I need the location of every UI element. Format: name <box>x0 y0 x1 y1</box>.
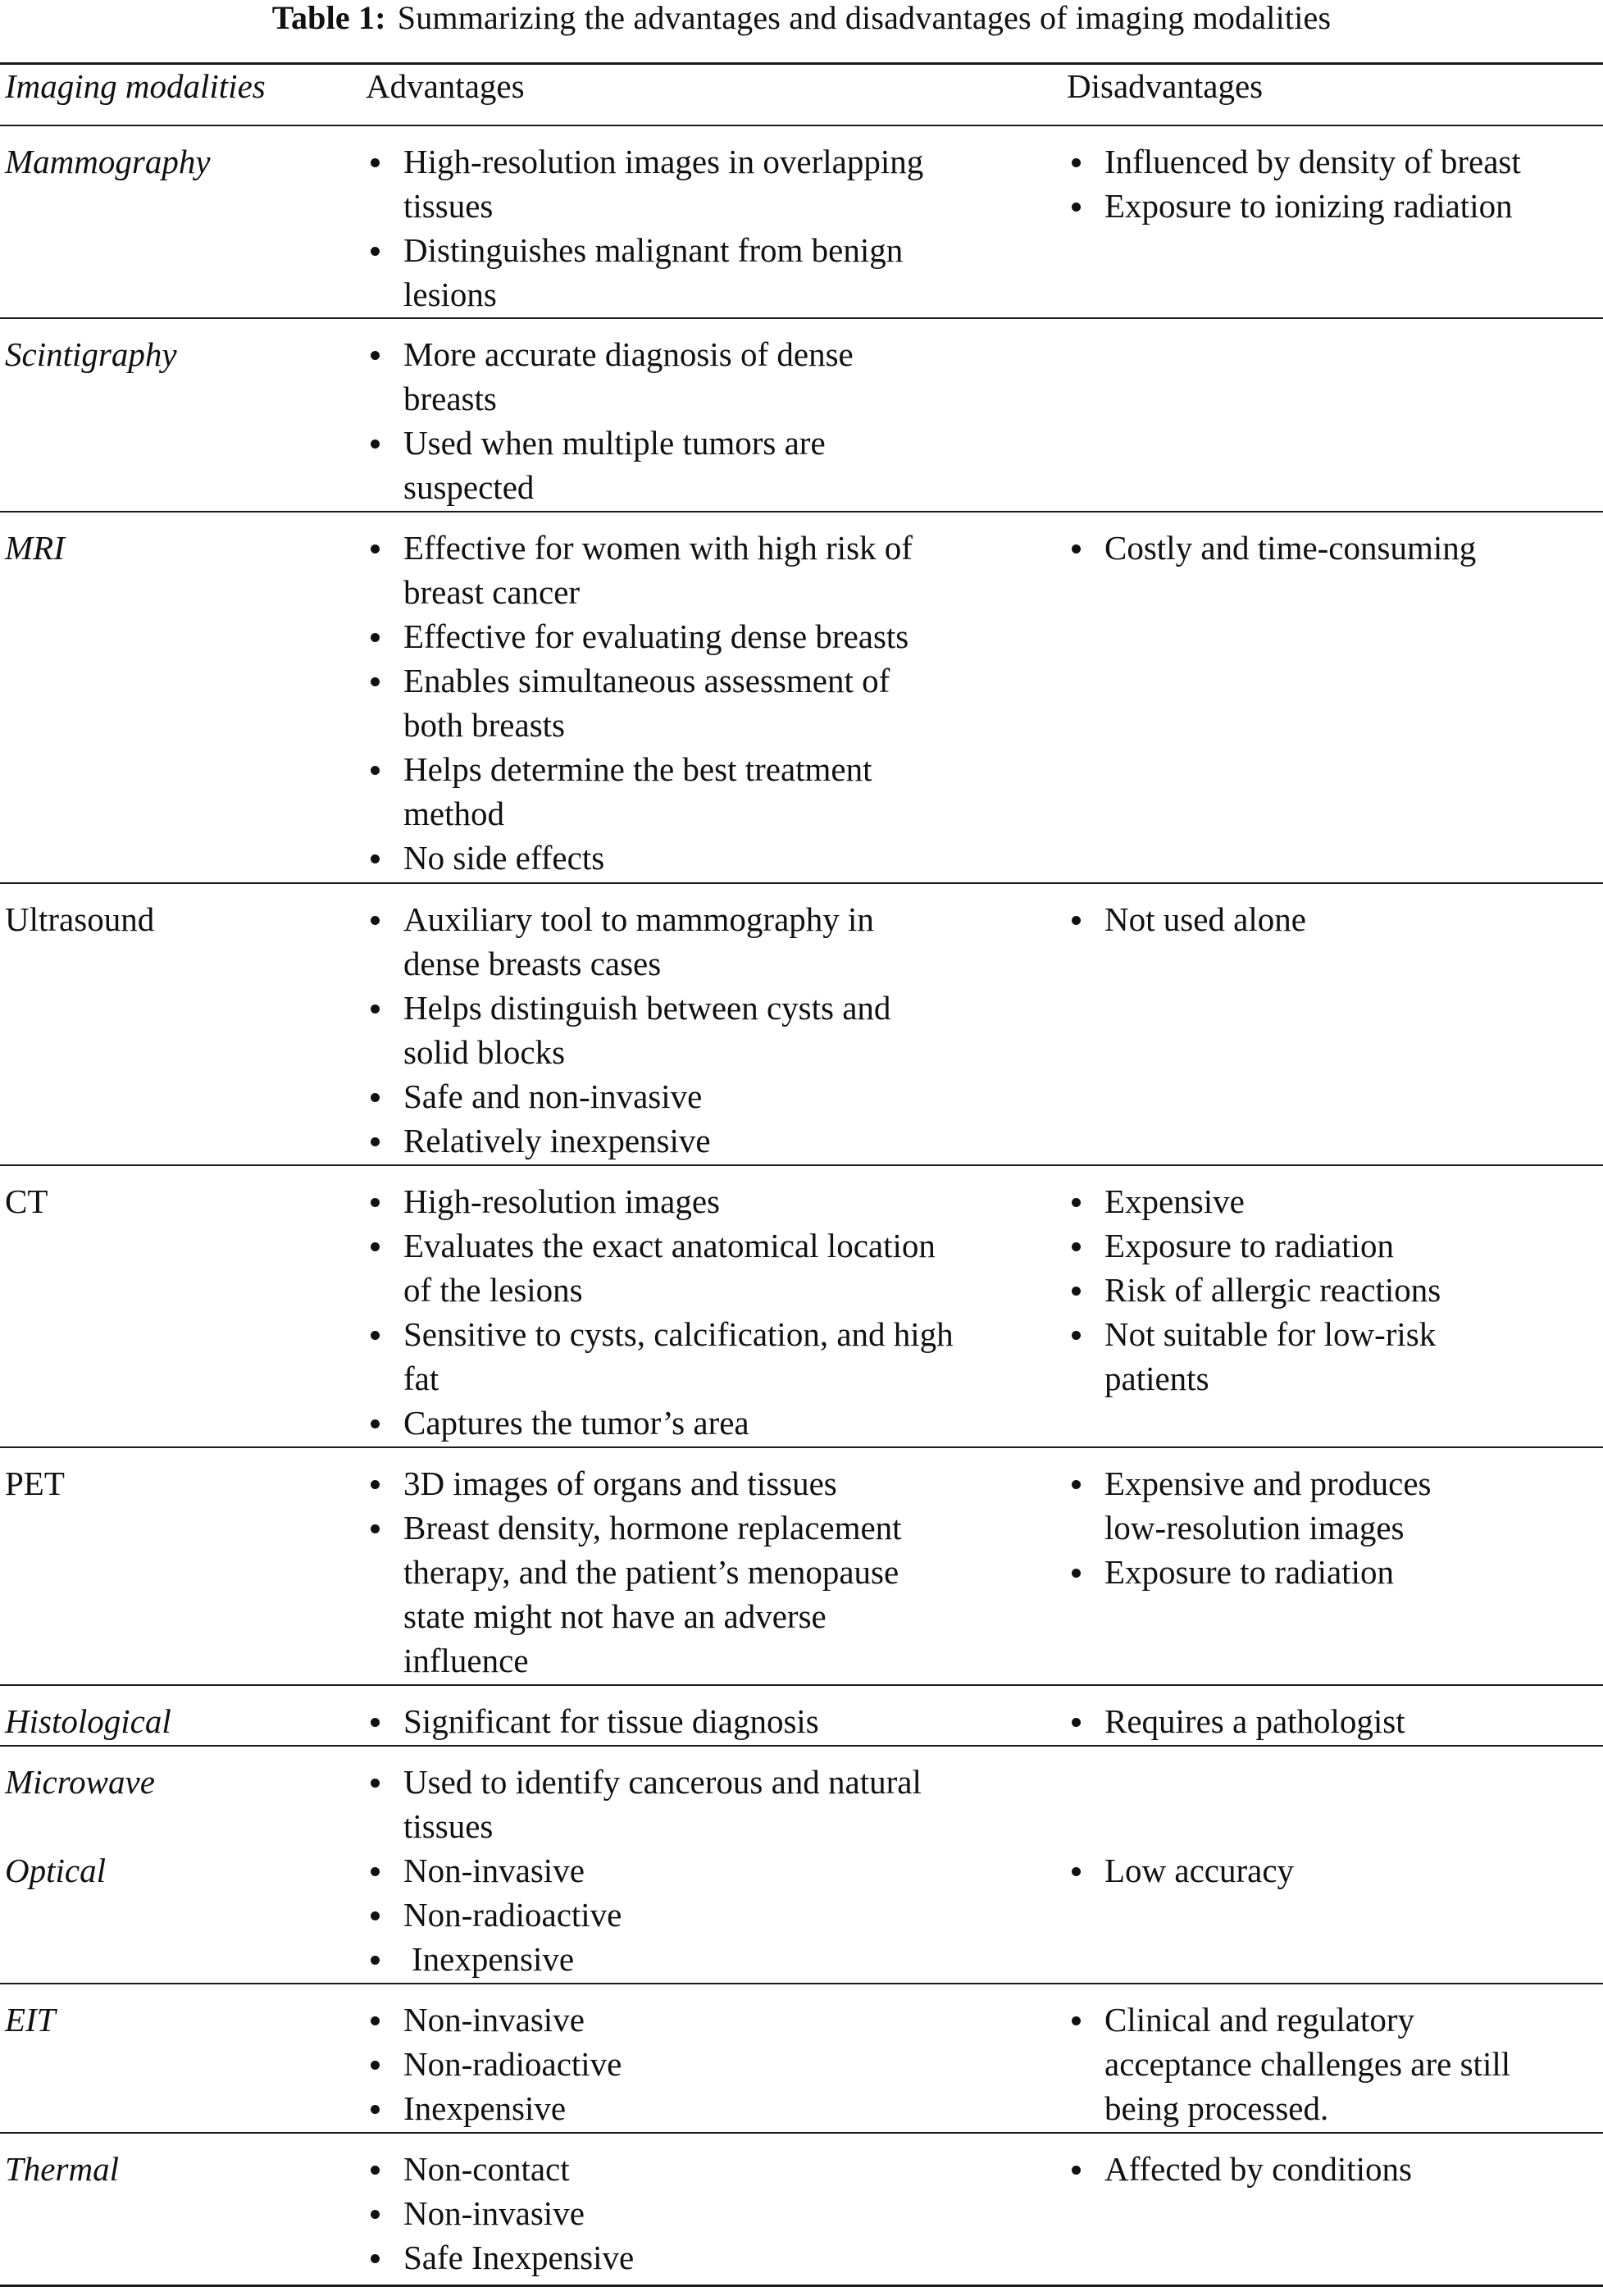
list-item: High-resolution images in overlapping <box>366 139 923 184</box>
list-item: No side effects <box>366 836 913 880</box>
disadvantages-cell <box>1067 1179 1441 1401</box>
list-item-continuation: solid blocks <box>403 1033 566 1071</box>
list-item: Non-radioactive <box>366 2042 622 2086</box>
advantages-cell <box>366 526 913 880</box>
disadvantages-cell <box>1067 1699 1405 1743</box>
list-item: Safe Inexpensive <box>366 2235 634 2280</box>
row-divider <box>0 2132 1603 2134</box>
list-item: 3D images of organs and tissues <box>366 1461 902 1506</box>
row-divider <box>0 1983 1603 1984</box>
list-item: Low accuracy <box>1067 1848 1294 1893</box>
disadvantages-cell <box>1067 139 1521 228</box>
header-advantages: Advantages <box>366 67 525 105</box>
list-item: Auxiliary tool to mammography in <box>366 897 890 941</box>
list-item-continuation: both breasts <box>403 706 565 744</box>
list-item: Inexpensive <box>366 1937 922 1981</box>
advantages-cell <box>366 1699 819 1743</box>
list-item: Effective for evaluating dense breasts <box>366 614 913 658</box>
list-item: Safe and non-invasive <box>366 1074 890 1118</box>
row-divider <box>0 1684 1603 1686</box>
list-item: Enables simultaneous assessment of <box>366 658 913 703</box>
list-item-continuation: tissues <box>403 1807 494 1845</box>
list-item-continuation: fat <box>403 1360 439 1397</box>
list-item: Evaluates the exact anatomical location <box>366 1223 954 1268</box>
list-item: Influenced by density of breast <box>1067 139 1521 184</box>
table-caption <box>0 0 1603 36</box>
list-item: Inexpensive <box>366 2086 622 2130</box>
list-item-continuation: method <box>403 795 504 832</box>
list-item: Distinguishes malignant from benign <box>366 228 923 272</box>
disadvantages-cell <box>1067 1848 1294 1893</box>
advantages-cell <box>366 1461 902 1683</box>
list-item-continuation: acceptance challenges are still <box>1104 2045 1511 2083</box>
list-item: Non-invasive <box>366 1998 622 2042</box>
advantages-cell <box>366 332 854 509</box>
advantages-cell <box>366 2147 634 2280</box>
list-item: Helps determine the best treatment <box>366 747 913 791</box>
list-item-continuation: dense breasts cases <box>403 945 662 982</box>
list-item-continuation: suspected <box>403 468 535 506</box>
list-item-continuation: being processed. <box>1104 2089 1329 2127</box>
list-item: Non-radioactive <box>366 1893 922 1937</box>
list-item: Affected by conditions <box>1067 2147 1412 2191</box>
row-divider <box>0 882 1603 884</box>
list-item-continuation: therapy, and the patient’s menopause <box>403 1553 899 1591</box>
list-item: Requires a pathologist <box>1067 1699 1405 1743</box>
table-caption-text: Summarizing the advantages and disadvantages of imaging modalities <box>397 0 1332 36</box>
list-item-continuation: tissues <box>403 187 494 225</box>
list-item: Non-invasive <box>366 2191 634 2235</box>
row-divider <box>0 317 1603 319</box>
list-item: High-resolution images <box>366 1179 954 1223</box>
list-item-continuation: patients <box>1104 1360 1209 1397</box>
row-divider <box>0 511 1603 512</box>
advantages-cell <box>366 139 923 317</box>
list-item: Sensitive to cysts, calcification, and high <box>366 1312 954 1356</box>
modality-cell: MRI <box>5 529 65 567</box>
header-disadvantages: Disadvantages <box>1067 67 1264 105</box>
list-item: Clinical and regulatory <box>1067 1998 1510 2042</box>
spacer <box>5 1804 155 1848</box>
list-item: Expensive <box>1067 1179 1441 1223</box>
list-item: Expensive and produces <box>1067 1461 1432 1506</box>
disadvantages-cell <box>1067 1461 1432 1594</box>
disadvantages-cell <box>1067 897 1306 941</box>
list-item: Relatively inexpensive <box>366 1118 890 1163</box>
list-item: Used to identify cancerous and natural <box>366 1760 922 1804</box>
list-item: Non-contact <box>366 2147 634 2191</box>
list-item: Helps distinguish between cysts and <box>366 986 890 1030</box>
modality-cell: CT <box>5 1182 48 1220</box>
list-item: Significant for tissue diagnosis <box>366 1699 819 1743</box>
list-item: More accurate diagnosis of dense <box>366 332 854 376</box>
list-item-continuation: state might not have an adverse <box>403 1597 827 1635</box>
advantages-cell <box>366 897 890 1163</box>
modality-cell: Scintigraphy <box>5 335 177 373</box>
modality-cell <box>5 1760 155 1893</box>
list-item-continuation: breasts <box>403 380 497 417</box>
modality-cell: Mammography <box>5 143 211 180</box>
header-modalities: Imaging modalities <box>5 67 266 105</box>
list-item-continuation: breast cancer <box>403 573 581 611</box>
modality-cell: EIT <box>5 2001 56 2039</box>
list-item: Captures the tumor’s area <box>366 1401 954 1445</box>
modality-optical: Optical <box>5 1852 106 1889</box>
advantages-cell <box>366 1760 922 1981</box>
list-item: Exposure to radiation <box>1067 1550 1432 1594</box>
list-item-continuation: low-resolution images <box>1104 1509 1405 1547</box>
table-bottom-rule <box>0 2285 1603 2287</box>
list-item: Effective for women with high risk of <box>366 526 913 570</box>
disadvantages-cell <box>1067 526 1476 570</box>
list-item: Exposure to radiation <box>1067 1223 1441 1268</box>
list-item: Not used alone <box>1067 897 1306 941</box>
header-rule <box>0 125 1603 126</box>
advantages-cell <box>366 1998 622 2130</box>
list-item: Used when multiple tumors are <box>366 421 854 465</box>
list-item: Risk of allergic reactions <box>1067 1268 1441 1312</box>
row-divider <box>0 1164 1603 1166</box>
modality-cell: PET <box>5 1465 65 1502</box>
advantages-cell <box>366 1179 954 1445</box>
list-item-continuation: influence <box>403 1642 529 1679</box>
list-item: Breast density, hormone replacement <box>366 1506 902 1550</box>
list-item-continuation: lesions <box>403 276 497 313</box>
list-item: Exposure to ionizing radiation <box>1067 184 1521 228</box>
list-item: Costly and time-consuming <box>1067 526 1476 570</box>
disadvantages-cell <box>1067 1998 1510 2130</box>
disadvantages-cell <box>1067 2147 1412 2191</box>
modality-microwave: Microwave <box>5 1763 155 1801</box>
list-item: Non-invasive <box>366 1848 922 1893</box>
table-caption-label: Table 1: <box>271 0 386 36</box>
list-item: Not suitable for low-risk <box>1067 1312 1441 1356</box>
row-divider <box>0 1745 1603 1747</box>
modality-cell: Ultrasound <box>5 900 155 938</box>
row-divider <box>0 1446 1603 1448</box>
modality-cell: Histological <box>5 1702 171 1740</box>
modality-cell: Thermal <box>5 2150 119 2188</box>
list-item-continuation: of the lesions <box>403 1271 583 1309</box>
